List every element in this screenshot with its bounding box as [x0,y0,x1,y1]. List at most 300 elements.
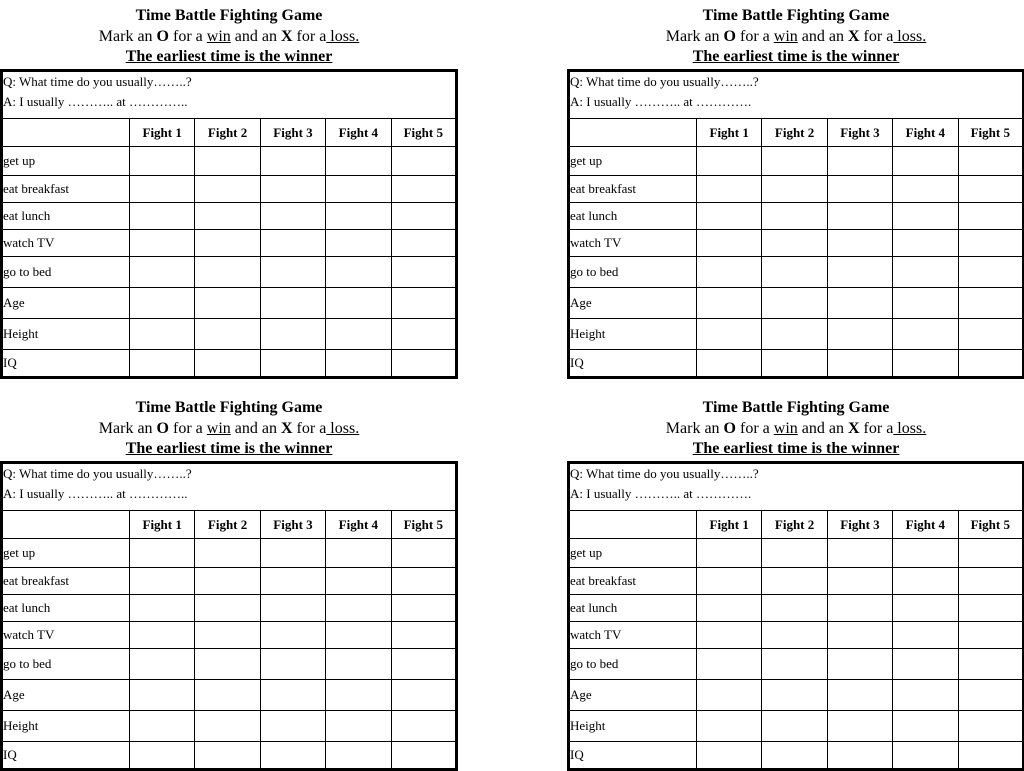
worksheet-rule: The earliest time is the winner [125,48,333,65]
row-label: get up [569,539,697,568]
mark-cell[interactable] [762,742,827,770]
mark-cell[interactable] [326,568,391,595]
fight-header: Fight 4 [893,119,958,147]
mark-cell[interactable] [260,176,325,203]
mark-cell[interactable] [391,595,456,622]
mark-cell[interactable] [893,539,958,568]
qa-box [569,463,1024,511]
instruction-text: and an [230,28,281,45]
fight-header: Fight 1 [697,511,762,539]
table-row [569,595,1024,622]
mark-cell[interactable] [697,680,762,711]
mark-cell[interactable] [326,230,391,257]
instruction-text: and an [797,420,848,437]
mark-cell[interactable] [195,203,260,230]
mark-cell[interactable] [260,595,325,622]
mark-cell[interactable] [195,230,260,257]
table-row [569,257,1024,288]
instruction-text: Mark an [98,420,157,437]
instruction-loss: loss. [326,28,360,45]
mark-cell[interactable] [827,319,892,350]
mark-cell[interactable] [260,649,325,680]
mark-cell[interactable] [130,742,195,770]
mark-cell[interactable] [827,622,892,649]
mark-cell[interactable] [391,711,456,742]
fight-header: Fight 3 [827,511,892,539]
qa-box [2,463,457,511]
table-row [2,319,457,350]
worksheet-instruction [567,27,1024,47]
fight-header: Fight 5 [958,511,1023,539]
instruction-text: for a [736,28,774,45]
instruction-win: win [206,28,231,45]
mark-cell[interactable] [130,711,195,742]
fight-header-row [2,511,457,539]
mark-cell[interactable] [326,288,391,319]
mark-cell[interactable] [893,622,958,649]
qa-box [569,71,1024,119]
row-label: Height [569,711,697,742]
answer-line: A: I usually ……….. at …………. [570,486,752,501]
question-line: Q: What time do you usually……..? [3,466,192,481]
answer-line: A: I usually ……….. at ………….. [3,486,188,501]
instruction-o-mark: O [723,28,736,45]
mark-cell[interactable] [893,319,958,350]
mark-cell[interactable] [762,539,827,568]
mark-cell[interactable] [391,742,456,770]
mark-cell[interactable] [260,539,325,568]
mark-cell[interactable] [893,742,958,770]
mark-cell[interactable] [260,319,325,350]
row-label: watch TV [569,622,697,649]
mark-cell[interactable] [697,288,762,319]
table-row [569,568,1024,595]
instruction-loss: loss. [326,420,360,437]
mark-cell[interactable] [195,649,260,680]
row-label: get up [2,539,130,568]
fight-header: Fight 5 [958,119,1023,147]
row-label: IQ [2,350,130,378]
mark-cell[interactable] [391,288,456,319]
mark-cell[interactable] [130,147,195,176]
table-row [2,595,457,622]
table-row [2,539,457,568]
mark-cell[interactable] [391,350,456,378]
mark-cell[interactable] [195,742,260,770]
mark-cell[interactable] [195,319,260,350]
table-row [2,622,457,649]
row-label: eat breakfast [569,176,697,203]
mark-cell[interactable] [827,711,892,742]
qa-row [569,463,1024,511]
mark-cell[interactable] [260,622,325,649]
mark-cell[interactable] [958,176,1023,203]
mark-cell[interactable] [391,539,456,568]
fight-header-row [569,119,1024,147]
mark-cell[interactable] [697,257,762,288]
table-row [569,742,1024,770]
table-row [2,147,457,176]
mark-cell[interactable] [130,203,195,230]
mark-cell[interactable] [130,350,195,378]
instruction-loss: loss. [893,420,927,437]
mark-cell[interactable] [130,680,195,711]
corner-cell [2,511,130,539]
instruction-text: for a [169,28,207,45]
instruction-text: Mark an [665,28,724,45]
score-table [567,461,1024,771]
row-label: Height [569,319,697,350]
mark-cell[interactable] [195,147,260,176]
instruction-win: win [773,28,798,45]
mark-cell[interactable] [827,742,892,770]
mark-cell[interactable] [958,595,1023,622]
row-label: eat lunch [2,203,130,230]
mark-cell[interactable] [958,649,1023,680]
mark-cell[interactable] [697,147,762,176]
fight-header: Fight 2 [195,511,260,539]
mark-cell[interactable] [827,350,892,378]
question-line: Q: What time do you usually……..? [570,466,759,481]
mark-cell[interactable] [958,622,1023,649]
qa-row [2,71,457,119]
mark-cell[interactable] [958,257,1023,288]
mark-cell[interactable] [260,230,325,257]
worksheet-title: Time Battle Fighting Game [702,399,890,416]
table-row [2,680,457,711]
mark-cell[interactable] [195,350,260,378]
answer-line: A: I usually ……….. at ………….. [3,94,188,109]
worksheet-instruction [0,27,458,47]
worksheet-title: Time Battle Fighting Game [135,399,323,416]
table-row [2,649,457,680]
mark-cell[interactable] [762,147,827,176]
mark-cell[interactable] [958,319,1023,350]
mark-cell[interactable] [391,176,456,203]
mark-cell[interactable] [762,176,827,203]
instruction-text: for a [859,420,894,437]
table-row [2,350,457,378]
worksheet-rule: The earliest time is the winner [125,440,333,457]
mark-cell[interactable] [391,319,456,350]
mark-cell[interactable] [893,203,958,230]
instruction-o-mark: O [156,28,169,45]
worksheet-rule: The earliest time is the winner [692,440,900,457]
mark-cell[interactable] [391,649,456,680]
mark-cell[interactable] [893,568,958,595]
mark-cell[interactable] [130,595,195,622]
mark-cell[interactable] [958,230,1023,257]
mark-cell[interactable] [195,176,260,203]
instruction-text: for a [169,420,207,437]
row-label: go to bed [2,257,130,288]
instruction-x-mark: X [847,28,860,45]
mark-cell[interactable] [391,230,456,257]
row-label: IQ [569,350,697,378]
fight-header: Fight 2 [762,119,827,147]
row-label: eat breakfast [569,568,697,595]
mark-cell[interactable] [697,742,762,770]
instruction-o-mark: O [723,420,736,437]
row-label: eat breakfast [2,568,130,595]
mark-cell[interactable] [326,539,391,568]
mark-cell[interactable] [762,230,827,257]
row-label: eat lunch [569,595,697,622]
row-label: watch TV [569,230,697,257]
fight-header: Fight 4 [326,511,391,539]
mark-cell[interactable] [827,595,892,622]
mark-cell[interactable] [260,288,325,319]
fight-header: Fight 4 [893,511,958,539]
mark-cell[interactable] [827,230,892,257]
instruction-text: Mark an [665,420,724,437]
table-row [2,176,457,203]
instruction-x-mark: X [280,420,293,437]
mark-cell[interactable] [697,350,762,378]
instruction-text: for a [736,420,774,437]
mark-cell[interactable] [827,203,892,230]
mark-cell[interactable] [958,680,1023,711]
mark-cell[interactable] [391,257,456,288]
mark-cell[interactable] [195,622,260,649]
mark-cell[interactable] [391,622,456,649]
mark-cell[interactable] [697,203,762,230]
row-label: eat lunch [2,595,130,622]
row-label: go to bed [569,649,697,680]
mark-cell[interactable] [958,147,1023,176]
mark-cell[interactable] [326,203,391,230]
mark-cell[interactable] [326,147,391,176]
mark-cell[interactable] [326,680,391,711]
mark-cell[interactable] [326,742,391,770]
fight-header: Fight 5 [391,119,456,147]
question-line: Q: What time do you usually……..? [3,74,192,89]
mark-cell[interactable] [195,595,260,622]
mark-cell[interactable] [130,230,195,257]
mark-cell[interactable] [195,539,260,568]
mark-cell[interactable] [958,203,1023,230]
mark-cell[interactable] [130,622,195,649]
mark-cell[interactable] [130,319,195,350]
mark-cell[interactable] [827,288,892,319]
mark-cell[interactable] [893,649,958,680]
mark-cell[interactable] [893,288,958,319]
row-label: Age [2,680,130,711]
mark-cell[interactable] [827,680,892,711]
worksheet-title: Time Battle Fighting Game [702,7,890,24]
fight-header: Fight 5 [391,511,456,539]
qa-row [569,71,1024,119]
instruction-text: and an [230,420,281,437]
mark-cell[interactable] [893,680,958,711]
row-label: Age [569,680,697,711]
mark-cell[interactable] [697,649,762,680]
mark-cell[interactable] [697,711,762,742]
mark-cell[interactable] [893,595,958,622]
score-table [0,461,458,771]
fight-header: Fight 1 [130,119,195,147]
mark-cell[interactable] [893,230,958,257]
mark-cell[interactable] [326,711,391,742]
mark-cell[interactable] [391,203,456,230]
fight-header: Fight 1 [130,511,195,539]
corner-cell [569,511,697,539]
mark-cell[interactable] [260,711,325,742]
mark-cell[interactable] [697,595,762,622]
mark-cell[interactable] [827,649,892,680]
mark-cell[interactable] [762,568,827,595]
corner-cell [2,119,130,147]
table-row [2,230,457,257]
table-row [569,539,1024,568]
fight-header: Fight 1 [697,119,762,147]
row-label: Age [2,288,130,319]
mark-cell[interactable] [130,288,195,319]
instruction-o-mark: O [156,420,169,437]
row-label: watch TV [2,230,130,257]
mark-cell[interactable] [260,203,325,230]
fight-header: Fight 4 [326,119,391,147]
mark-cell[interactable] [260,350,325,378]
table-row [2,203,457,230]
row-label: Height [2,711,130,742]
mark-cell[interactable] [958,742,1023,770]
table-row [2,568,457,595]
row-label: Height [2,319,130,350]
table-row [569,176,1024,203]
instruction-x-mark: X [280,28,293,45]
row-label: eat breakfast [2,176,130,203]
mark-cell[interactable] [893,350,958,378]
mark-cell[interactable] [762,595,827,622]
fight-header: Fight 3 [827,119,892,147]
mark-cell[interactable] [697,568,762,595]
mark-cell[interactable] [697,176,762,203]
mark-cell[interactable] [762,203,827,230]
mark-cell[interactable] [391,147,456,176]
table-row [569,230,1024,257]
mark-cell[interactable] [326,257,391,288]
mark-cell[interactable] [958,711,1023,742]
mark-cell[interactable] [762,649,827,680]
mark-cell[interactable] [958,568,1023,595]
mark-cell[interactable] [827,176,892,203]
mark-cell[interactable] [195,680,260,711]
row-label: eat lunch [569,203,697,230]
table-row [569,319,1024,350]
mark-cell[interactable] [762,622,827,649]
mark-cell[interactable] [326,350,391,378]
mark-cell[interactable] [326,176,391,203]
mark-cell[interactable] [195,568,260,595]
instruction-text: for a [292,28,327,45]
table-row [2,711,457,742]
mark-cell[interactable] [260,680,325,711]
row-label: IQ [2,742,130,770]
table-row [569,711,1024,742]
mark-cell[interactable] [391,568,456,595]
table-row [2,742,457,770]
mark-cell[interactable] [762,319,827,350]
mark-cell[interactable] [260,568,325,595]
mark-cell[interactable] [130,539,195,568]
mark-cell[interactable] [130,649,195,680]
mark-cell[interactable] [827,147,892,176]
mark-cell[interactable] [130,176,195,203]
qa-row [2,463,457,511]
mark-cell[interactable] [958,350,1023,378]
mark-cell[interactable] [697,539,762,568]
instruction-text: for a [859,28,894,45]
worksheet-rule: The earliest time is the winner [692,48,900,65]
mark-cell[interactable] [195,257,260,288]
mark-cell[interactable] [697,319,762,350]
fight-header: Fight 3 [260,511,325,539]
fight-header-row [2,119,457,147]
mark-cell[interactable] [827,257,892,288]
qa-box [2,71,457,119]
mark-cell[interactable] [697,230,762,257]
mark-cell[interactable] [958,288,1023,319]
mark-cell[interactable] [827,539,892,568]
mark-cell[interactable] [762,350,827,378]
instruction-text: Mark an [98,28,157,45]
instruction-x-mark: X [847,420,860,437]
mark-cell[interactable] [260,257,325,288]
mark-cell[interactable] [260,147,325,176]
mark-cell[interactable] [391,680,456,711]
mark-cell[interactable] [893,147,958,176]
mark-cell[interactable] [762,711,827,742]
mark-cell[interactable] [130,257,195,288]
table-row [569,147,1024,176]
mark-cell[interactable] [326,649,391,680]
instruction-text: and an [797,28,848,45]
instruction-win: win [206,420,231,437]
mark-cell[interactable] [762,257,827,288]
row-label: get up [2,147,130,176]
mark-cell[interactable] [893,176,958,203]
mark-cell[interactable] [195,711,260,742]
instruction-win: win [773,420,798,437]
mark-cell[interactable] [762,288,827,319]
instruction-loss: loss. [893,28,927,45]
fight-header: Fight 2 [195,119,260,147]
mark-cell[interactable] [827,568,892,595]
row-label: IQ [569,742,697,770]
worksheet-title: Time Battle Fighting Game [135,7,323,24]
answer-line: A: I usually ……….. at …………. [570,94,752,109]
mark-cell[interactable] [326,622,391,649]
mark-cell[interactable] [893,711,958,742]
row-label: go to bed [2,649,130,680]
fight-header: Fight 3 [260,119,325,147]
score-table [567,69,1024,379]
mark-cell[interactable] [260,742,325,770]
mark-cell[interactable] [697,622,762,649]
mark-cell[interactable] [958,539,1023,568]
mark-cell[interactable] [762,680,827,711]
row-label: Age [569,288,697,319]
mark-cell[interactable] [326,595,391,622]
table-row [2,288,457,319]
mark-cell[interactable] [893,257,958,288]
mark-cell[interactable] [195,288,260,319]
table-row [569,622,1024,649]
mark-cell[interactable] [326,319,391,350]
score-table [0,69,458,379]
mark-cell[interactable] [130,568,195,595]
